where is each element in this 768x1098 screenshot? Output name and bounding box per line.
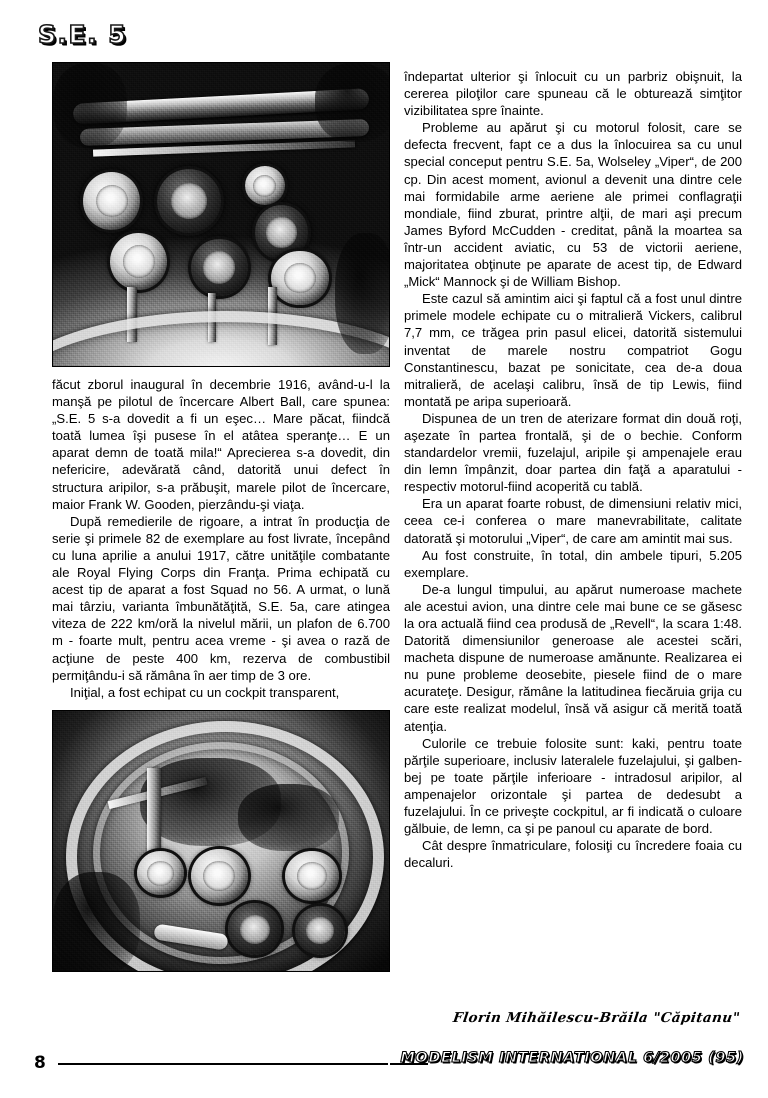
author-signature: Florin Mihăilescu-Brăila "Căpitanu" <box>451 1010 742 1026</box>
paragraph: Iniţial, a fost echipat cu un cockpit transparent, <box>70 684 340 700</box>
page-title: S.E. 5 <box>38 20 128 49</box>
paragraph: Este cazul să amintim aici şi faptul că a fost unul dintre primele modele echipate cu o mitralieră Vickers, calibrul 7,7 mm, ce trăgea prin pasul elicei, datorită sistemului inventat de marele nostru compatriot Gogu Constantinescu, bazat pe sonicitate, cea de-a doua mitralieră, de acelaşi calibru, însă de tip Lewis, fiind montată pe aripa superioară. <box>404 291 742 409</box>
paragraph: Cât despre înmatriculare, folosiţi cu încredere foaia cu decaluri. <box>404 838 742 871</box>
magazine-issue-label: MODELISM INTERNATIONAL 6/2005 (95) <box>400 1050 744 1066</box>
paragraph: Probleme au apărut şi cu motorul folosit, care se defecta frecvent, fapt ce a dus la înlocuirea sa cu unul special conceput pentru S.E. 5a, Wolseley „Viper“, de 200 cp. Din acest moment, avionul a devenit una dintre cele mai formidabile arme aeriene ale primei conflagraţii mondiale, fiind zburat, printre alţii, de mari aşi precum James Byford McCudden - creditat, până la moartea sa într-un accident aviatic, cu 53 de victorii aeriene, majoritatea obţinute pe aparate de acest tip, de Edward „Mick“ Mannock şi de William Bishop. <box>404 120 742 290</box>
paragraph: După remedierile de rigoare, a intrat în producţia de serie şi primele 82 de exemplare au fost livrate, începând cu luna aprilie a anului 1917, către unităţile combatante ale Royal Flying Corps din Franţa. Prima echipată cu acest tip de aparat a fost Squad no 56. A urmat, o lună mai târziu, varianta îmbunătăţită, S.E. 5a, care atingea viteza de 222 km/oră la nivelul mării, un plafon de 6.700 m - foarte mult, pentru acea vreme - şi avea o rază de acţiune de peste 400 km, rezerva de combustibil permiţându-i să rămâna în aer timp de 3 ore. <box>52 513 390 683</box>
paragraph: Au fost construite, în total, din ambele tipuri, 5.205 exemplare. <box>404 547 742 580</box>
cockpit-interior-control-column-photo <box>52 710 390 972</box>
right-text-column <box>404 68 742 871</box>
paragraph: Era un aparat foarte robust, de dimensiuni relativ mici, ceea ce-i conferea o mare manevrabilitate, calitate datorată şi motorului „Viper“, de care am amintit mai sus. <box>404 496 742 546</box>
paragraph: Dispunea de un tren de aterizare format din două roţi, aşezate în partea frontală, şi de o bechie. Conform standardelor vremii, fuzelajul, aripile şi ampenajele erau din lemn împânzit, doar partea din faţă a aparatului -respectiv motorul-fiind acoperită cu tablă. <box>404 410 742 495</box>
paragraph: îndepartat ulterior şi înlocuit cu un parbriz obişnuit, la cererea piloţilor care spuneau că le obturează simţitor vizibilitatea spre înainte. <box>404 69 742 119</box>
page-number: 8 <box>34 1053 46 1073</box>
paragraph: făcut zborul inaugural în decembrie 1916, având-u-l la manşă pe pilotul de încercare Albert Ball, care spunea: „S.E. 5 s-a dovedit a fi un eşec… Mare păcat, fiindcă toată lumea îşi pusese în el atâtea speranţe… E un aparat demn de toată mila!“ Aprecierea s-a dovedit, din nefericire, adevărată când, datorită unui defect în structura aripilor, s-a prăbuşit, marele pilot de încercare, maior Frank W. Gooden, pierzându-şi viaţa. <box>52 377 390 512</box>
cockpit-instrument-panel-photo <box>52 62 390 367</box>
paragraph: Culorile ce trebuie folosite sunt: kaki, pentru toate părţile superioare, inclusiv lateralele fuzelajului, şi galben-bej pe toate părţile inferioare - intradosul aripilor, al ampenajelor orizontale şi partea de dedesubt a fuzelajului. În ce priveşte cockpitul, ar fi indicată o culoare gălbuie, de lemn, ca şi pe panoul cu aparate de bord. <box>404 735 742 837</box>
footer-divider <box>58 1063 388 1065</box>
paragraph: De-a lungul timpului, au apărut numeroase machete ale acestui avion, una dintre cele mai bune ce se găsesc la ora actuală fiind cea produsă de „Revell“, la scara 1:48. Datorită dimensiunilor generoase ale acestei scări, macheta dispune de numeroase amănunte. Realizarea ei nu pune probleme deosebite, piesele fiind de o mare acurateţe. Desigur, rămâne la latitudinea fiecăruia grija cu care este realizat modelul, însă vă asigur că merită toată atenţia. <box>404 581 742 734</box>
left-text-column <box>52 62 390 972</box>
